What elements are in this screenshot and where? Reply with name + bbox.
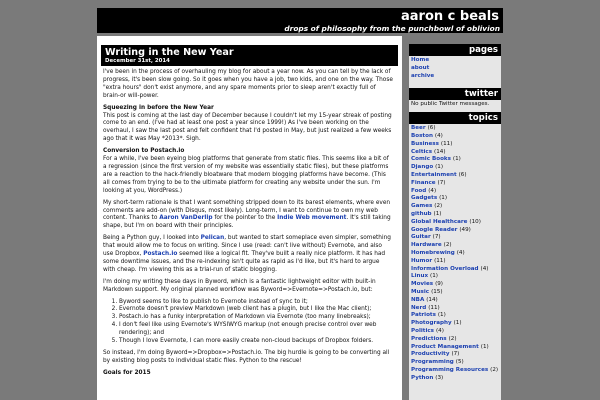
main-content <box>97 36 402 400</box>
topic-link-python[interactable] <box>411 375 499 383</box>
topic-link-food[interactable] <box>411 188 499 196</box>
topic-count: (2) <box>490 366 499 373</box>
site-header <box>97 8 503 33</box>
topic-name: Photography <box>411 320 452 327</box>
topic-link-guitar[interactable] <box>411 234 499 242</box>
topic-name: Patriots <box>411 312 436 319</box>
topic-name: Product Management <box>411 343 479 350</box>
topic-count: (5) <box>455 359 464 366</box>
page-link-archive[interactable]: archive <box>411 72 435 79</box>
page-link-home[interactable]: Home <box>411 57 430 63</box>
topic-name: Predictions <box>411 335 447 342</box>
topic-count: (1) <box>480 343 489 350</box>
topic-name: Homebrewing <box>411 249 455 256</box>
topic-name: Python <box>411 374 434 381</box>
topic-count: (2) <box>448 335 457 342</box>
topic-link-gadgets[interactable] <box>411 195 499 203</box>
topic-count: (4) <box>480 265 489 272</box>
topic-link-humor[interactable] <box>411 258 499 266</box>
post-paragraph: I'm doing my writing these days in Byword, which is a fantastic lightweight editor with built-in Markdown support. My original planned workflow was Byword=>Evernote=>Postach.io, but: <box>103 278 376 293</box>
postachio-link[interactable]: Postach.io <box>143 251 178 258</box>
post-title[interactable]: Writing in the New Year <box>105 47 234 58</box>
topic-count: (6) <box>458 171 467 178</box>
text: My short-term rationale is that I want something stripped down to its barest elements, where even comments are add-on (with Disqus, most likely). Long-term, I want to continue to own my web content. Thanks to <box>103 199 391 222</box>
topic-name: Games <box>411 203 433 210</box>
section-heading: Squeezing in before the New Year <box>103 104 214 111</box>
list-item: 2. Evernote doesn't preview Markdown (web client has a plugin, but I like the Mac client); <box>119 306 393 314</box>
topic-name: Productivity <box>411 351 450 358</box>
topic-count: (1) <box>433 210 442 217</box>
list-item: 4. I don't feel like using Evernote's WYSIWYG markup (not enough precise control over web rendering); and <box>119 322 393 338</box>
topic-name: Global Healthcare <box>411 218 468 225</box>
list-item: 1. Byword seems to like to publish to Evernote instead of sync to it; <box>119 299 393 307</box>
topic-link-politics[interactable] <box>411 328 499 336</box>
topic-name: Movies <box>411 281 434 288</box>
topic-name: github <box>411 210 432 217</box>
page-link-about[interactable]: about <box>411 64 430 71</box>
topic-count: (7) <box>432 234 441 241</box>
topic-count: (7) <box>451 351 460 358</box>
topic-link-comic-books[interactable] <box>411 156 499 164</box>
topic-name: Nerd <box>411 304 427 311</box>
topic-link-linux[interactable] <box>411 273 499 281</box>
topic-name: Politics <box>411 327 435 334</box>
topic-link-product-management[interactable] <box>411 344 499 352</box>
topic-link-finance[interactable] <box>411 180 499 188</box>
topics-widget-title: topics <box>409 112 501 124</box>
workflow-list <box>103 299 393 346</box>
topic-count: (6) <box>427 125 436 132</box>
topic-link-github[interactable] <box>411 211 499 219</box>
topic-name: Music <box>411 288 430 295</box>
list-item: 5. Though I love Evernote, I can more easily create non-cloud backups of Dropbox folders. <box>119 338 393 346</box>
twitter-note: No public Twitter messages. <box>411 101 490 108</box>
topic-count: (14) <box>426 296 438 303</box>
topic-count: (10) <box>469 218 481 225</box>
text: . It's still taking shape, but I'm on board with their principles. <box>103 215 391 230</box>
topic-link-entertainment[interactable] <box>411 172 499 180</box>
post-paragraph <box>103 235 393 275</box>
post-paragraph: This post is coming at the last day of December because I couldn't let my 15-year streak of posting come to an end. (I've had at least one post a year since 1999!) As I've been working on the overhaul, I saw the last post and felt confident that I'd posted in May, but just realized a few weeks ago that it was May *2013*. Sigh. <box>103 112 392 143</box>
topic-link-global-healthcare[interactable] <box>411 219 499 227</box>
topic-name: Programming <box>411 359 454 366</box>
topic-link-programming-resources[interactable] <box>411 367 499 375</box>
topic-name: Beer <box>411 125 426 132</box>
topic-count: (2) <box>434 203 443 210</box>
text: for the pointer to the <box>212 215 278 222</box>
topic-name: Hardware <box>411 242 442 249</box>
text: , but wanted to start someplace even simpler, something that would allow me to focus on writing. Since I use (read: can't live without) Evernote, and also use Dropbox, <box>103 235 391 258</box>
topic-count: (1) <box>437 312 446 319</box>
topic-link-predictions[interactable] <box>411 336 499 344</box>
post-date: December 31st, 2014 <box>105 58 170 64</box>
topic-count: (11) <box>434 257 446 264</box>
topic-name: Comic Books <box>411 156 451 163</box>
post-body <box>97 66 402 378</box>
topic-link-patriots[interactable] <box>411 312 499 320</box>
twitter-widget-title: twitter <box>409 88 501 100</box>
topic-name: Entertainment <box>411 171 457 178</box>
topic-link-productivity[interactable] <box>411 351 499 359</box>
topics-list <box>409 124 501 385</box>
topic-count: (15) <box>431 288 443 295</box>
pelican-link[interactable]: Pelican <box>200 235 225 242</box>
list-item: 3. Postach.io has a funky interpretation of Markdown via Evernote (too many linebreaks); <box>119 314 393 322</box>
text: Being a Python guy, I looked into <box>103 235 201 242</box>
topic-link-information-overload[interactable] <box>411 266 499 274</box>
topic-name: Gadgets <box>411 195 438 202</box>
topic-count: (1) <box>453 320 462 327</box>
twitter-widget <box>409 100 501 112</box>
topic-count: (1) <box>430 273 438 280</box>
post-intro: I've been in the process of overhauling my blog for about a year now. As you can tell by the lack of progress, it's been slow going. So it goes when you have a job, two kids, and one on the way. Those "extra hours" don't exist anymore, and any spare moments prior to sleep aren't exactly full of brain-or will-power. <box>103 69 393 99</box>
indie-web-link[interactable]: Indie Web movement <box>277 215 347 222</box>
topic-link-google-reader[interactable] <box>411 227 499 235</box>
topic-count: (1) <box>439 195 448 202</box>
topic-name: Linux <box>411 273 429 280</box>
topic-name: Finance <box>411 179 436 186</box>
topic-count: (4) <box>435 327 444 334</box>
site-title[interactable]: aaron c beals <box>401 9 499 24</box>
topic-link-movies[interactable] <box>411 281 499 289</box>
topic-name: Guitar <box>411 234 431 241</box>
topic-name: Programming Resources <box>411 366 489 373</box>
topic-name: Celtics <box>411 148 433 155</box>
topic-count: (4) <box>428 187 437 194</box>
topic-link-homebrewing[interactable] <box>411 250 499 258</box>
topic-count: (1) <box>452 156 461 163</box>
topic-count: (4) <box>434 132 443 139</box>
topic-count: (11) <box>428 304 440 311</box>
topic-link-hardware[interactable] <box>411 242 499 250</box>
post-header <box>101 45 398 66</box>
topic-link-nerd[interactable] <box>411 305 499 313</box>
topic-name: Google Reader <box>411 226 458 233</box>
topic-count: (49) <box>459 226 471 233</box>
topic-count: (4) <box>456 249 465 256</box>
section-heading: Conversion to Postach.io <box>103 148 185 155</box>
text: seemed like a logical fit. They've built a really nice platform. It has had some downtime issues, and the re-indexing isn't quite as rapid as I'd like, but it's hard to argue with cheap. I'm viewing this as a trial-run of static blogging. <box>103 251 386 273</box>
topic-link-nba[interactable] <box>411 297 499 305</box>
aaron-vanderlip-link[interactable]: Aaron VanDerlip <box>159 215 213 222</box>
topic-link-celtics[interactable] <box>411 149 499 157</box>
topic-link-boston[interactable] <box>411 133 499 141</box>
topic-name: Business <box>411 140 439 147</box>
pages-widget <box>409 56 501 83</box>
section-heading: Goals for 2015 <box>103 369 151 376</box>
topic-count: (1) <box>435 164 444 171</box>
topic-link-django[interactable] <box>411 164 499 172</box>
topic-name: Information Overload <box>411 265 479 272</box>
topic-name: Django <box>411 164 434 171</box>
post-paragraph: So instead, I'm doing Byword=>Dropbox=>Postach.io. The big hurdle is going to be converting all by existing blog posts to individual static files. Python to the rescue! <box>103 350 390 364</box>
topic-link-music[interactable] <box>411 289 499 297</box>
site-tagline: drops of philosophy from the punchbowl of oblivion <box>284 24 500 33</box>
topic-count: (9) <box>435 281 443 288</box>
topic-name: Humor <box>411 257 433 264</box>
topic-name: NBA <box>411 296 425 303</box>
topic-link-programming[interactable] <box>411 359 499 367</box>
topic-link-beer[interactable] <box>411 125 499 133</box>
sidebar <box>409 44 501 400</box>
topic-count: (7) <box>437 179 446 186</box>
topic-count: (3) <box>435 374 444 381</box>
topic-count: (14) <box>434 148 446 155</box>
post-paragraph: For a while, I've been eyeing blog platforms that generate from static files. This seems like a bit of a regression (since the first version of my website was essentially static files), but these platforms are a reaction to the hack-friendly bloatware that modern blogging platforms have become. (This all comes from trying to be to the ultimate platform for creating any website under the sun. I'm looking at you, WordPress.) <box>103 156 389 194</box>
topic-count: (2) <box>443 242 452 249</box>
topic-name: Food <box>411 187 427 194</box>
topic-count: (11) <box>440 140 453 147</box>
post-paragraph <box>103 200 393 232</box>
topic-name: Boston <box>411 132 433 139</box>
pages-widget-title: pages <box>409 44 501 56</box>
topic-link-business[interactable] <box>411 141 499 149</box>
topic-link-photography[interactable] <box>411 320 499 328</box>
topic-link-games[interactable] <box>411 203 499 211</box>
